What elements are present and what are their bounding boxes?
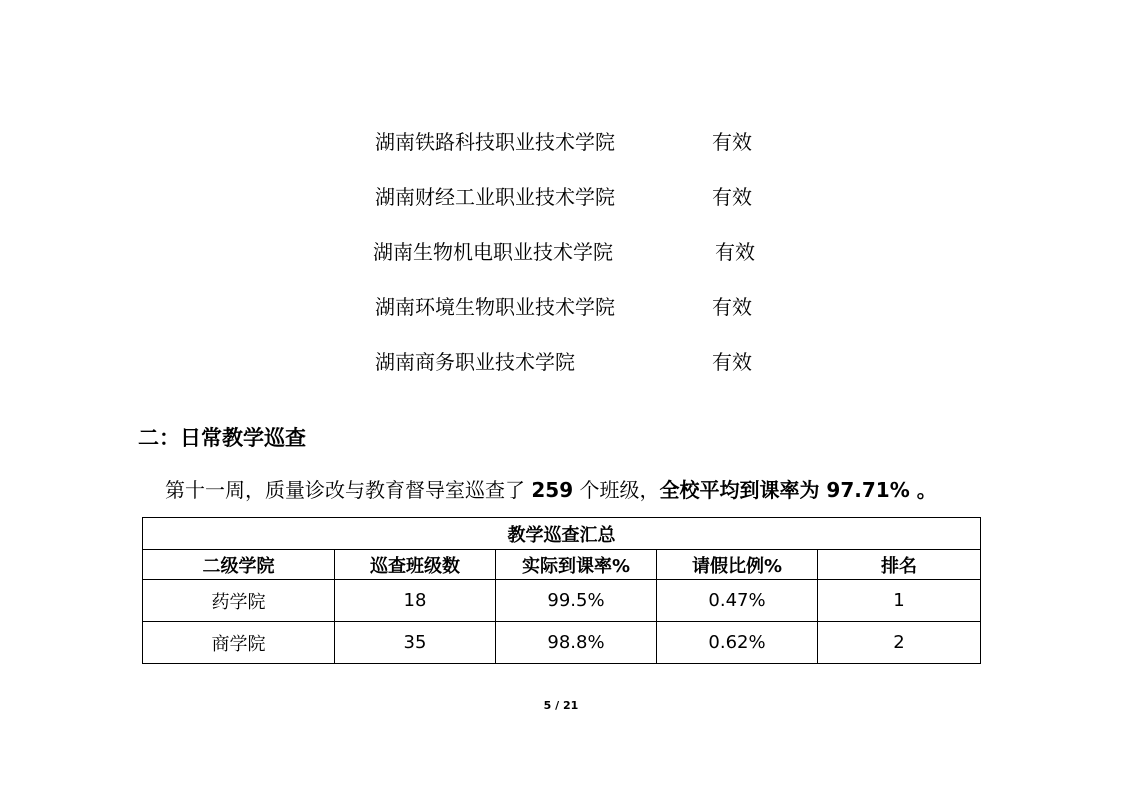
- table-cell: 99.5%: [496, 580, 657, 622]
- table-row: [143, 580, 981, 622]
- table-cell: 2: [818, 622, 981, 664]
- institution-name: 湖南商务职业技术学院: [375, 350, 575, 374]
- institution-status: 有效: [712, 295, 752, 319]
- institution-status: 有效: [712, 185, 752, 209]
- column-header: 实际到课率%: [496, 550, 657, 580]
- table-cell: 1: [818, 580, 981, 622]
- column-header: 二级学院: [143, 550, 335, 580]
- table-cell: 98.8%: [496, 622, 657, 664]
- column-header: 排名: [818, 550, 981, 580]
- summary-paragraph: [165, 474, 937, 503]
- table-cell: 商学院: [143, 622, 335, 664]
- institution-status: 有效: [712, 130, 752, 154]
- page-number: 5 / 21: [543, 699, 579, 712]
- summary-text: 第十一周，质量诊改与教育督导室巡查了: [165, 478, 525, 502]
- table-cell: 药学院: [143, 580, 335, 622]
- table-row: [143, 622, 981, 664]
- section-title: 二：日常教学巡查: [138, 426, 306, 450]
- table-cell: 18: [335, 580, 496, 622]
- table-cell: 0.62%: [657, 622, 818, 664]
- table-cell: 0.47%: [657, 580, 818, 622]
- institution-name: 湖南环境生物职业技术学院: [375, 295, 615, 319]
- column-header: 请假比例%: [657, 550, 818, 580]
- inspection-table: [142, 517, 981, 664]
- list-item: [375, 228, 795, 283]
- institution-list: [375, 118, 795, 393]
- column-header: 巡查班级数: [335, 550, 496, 580]
- list-item: [375, 118, 795, 173]
- institution-name: 湖南铁路科技职业技术学院: [375, 130, 615, 154]
- list-item: [375, 338, 795, 393]
- summary-text: 个班级，: [579, 478, 660, 502]
- institution-name: 湖南生物机电职业技术学院: [373, 240, 613, 264]
- institution-status: 有效: [712, 350, 752, 374]
- table-cell: 35: [335, 622, 496, 664]
- table-caption: 教学巡查汇总: [143, 518, 981, 550]
- list-item: [375, 173, 795, 228]
- summary-attendance: 全校平均到课率为 97.71% 。: [659, 478, 937, 502]
- summary-class-count: 259: [531, 478, 574, 502]
- list-item: [375, 283, 795, 338]
- institution-status: 有效: [715, 240, 755, 264]
- institution-name: 湖南财经工业职业技术学院: [375, 185, 615, 209]
